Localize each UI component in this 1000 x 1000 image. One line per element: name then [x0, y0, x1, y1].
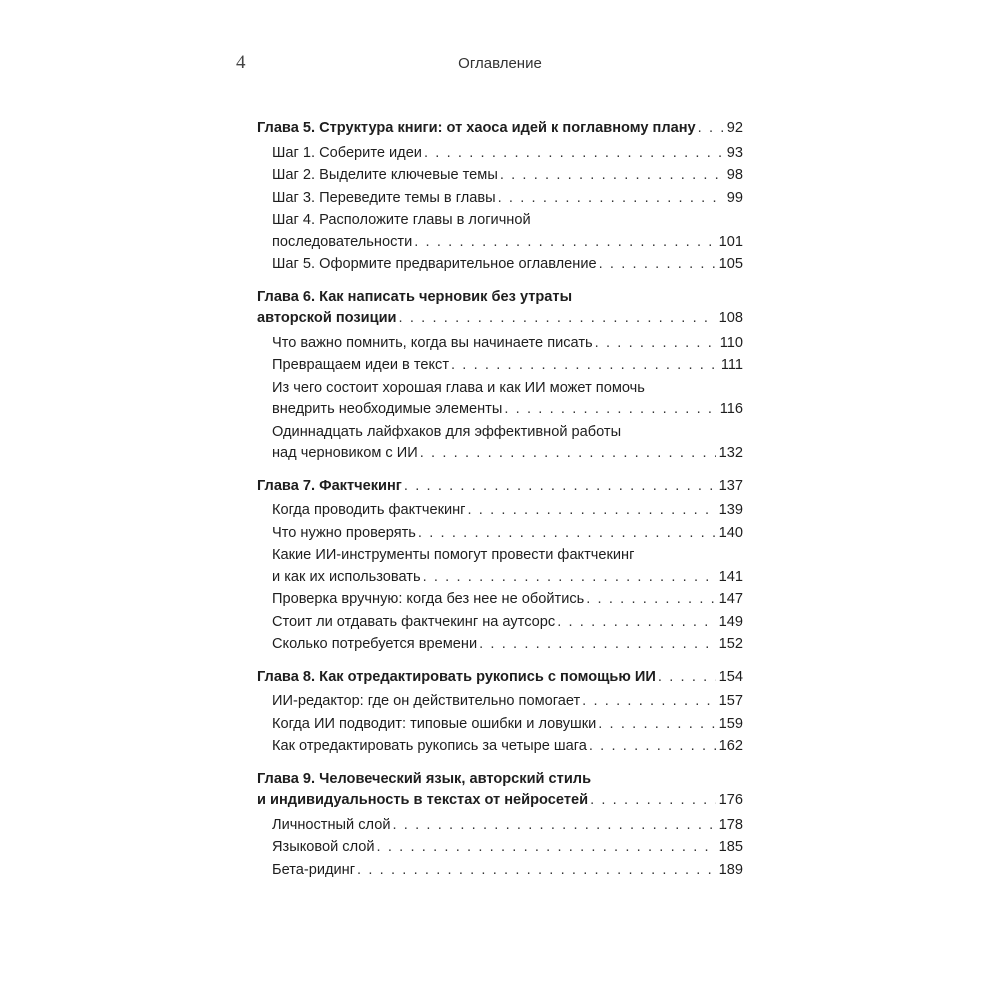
entry-line [272, 691, 743, 713]
entry-page-number: 149 [718, 613, 743, 630]
section-entry [257, 736, 743, 758]
entry-page-number: 99 [726, 189, 743, 206]
dot-leader [357, 860, 716, 882]
dot-leader [424, 143, 724, 165]
toc-chapter [257, 667, 743, 758]
entry-line [272, 523, 743, 545]
entry-title: Что нужно проверять [272, 524, 416, 541]
section-entry [257, 634, 743, 656]
dot-leader [557, 612, 715, 634]
entry-page-number: 101 [718, 233, 743, 250]
entry-page-number: 139 [718, 502, 743, 518]
dot-leader [658, 667, 716, 689]
entry-line [257, 476, 743, 498]
entry-line [272, 736, 743, 758]
entry-title: Глава 8. Как отредактировать рукопись с помощью ИИ [257, 668, 656, 685]
entry-title: авторской позиции [257, 310, 397, 326]
entry-line [257, 790, 743, 812]
entry-line [272, 355, 743, 377]
entry-title: Стоит ли отдавать фактчекинг на аутсорс [272, 613, 556, 630]
section-entry [257, 612, 743, 634]
section-entry [257, 355, 743, 377]
entry-page-number: 176 [718, 792, 743, 808]
section-entry [257, 254, 743, 276]
entry-line [272, 589, 743, 611]
entry-title: внедрить необходимые элементы [272, 401, 503, 417]
chapter-heading [257, 667, 743, 689]
page-number: 4 [236, 52, 246, 73]
entry-line [272, 165, 743, 187]
dot-leader [590, 790, 716, 812]
dot-leader [586, 589, 715, 611]
table-of-contents [257, 118, 743, 892]
entry-title: Глава 7. Фактчекинг [257, 477, 402, 494]
dot-leader [404, 476, 716, 498]
dot-leader [504, 399, 716, 421]
toc-chapter [257, 287, 743, 465]
dot-leader [393, 815, 716, 837]
entry-title: ИИ-редактор: где он действительно помогает [272, 693, 581, 709]
entry-title-line: Шаг 4. Расположите главы в логичной [272, 212, 531, 228]
dot-leader [498, 188, 724, 210]
section-entry [257, 589, 743, 611]
section-entry [257, 210, 743, 253]
entry-title: над черновиком с ИИ [272, 445, 418, 461]
entry-title: Что важно помнить, когда вы начинаете писать [272, 334, 593, 351]
entry-title: Шаг 5. Оформите предварительное оглавление [272, 256, 597, 272]
entry-page-number: 159 [718, 715, 743, 732]
entry-line [272, 254, 743, 276]
entry-page-number: 116 [719, 401, 743, 417]
section-entry [257, 523, 743, 545]
entry-page-number: 93 [726, 144, 743, 161]
entry-title: Шаг 3. Переведите темы в главы [272, 189, 496, 206]
entry-title: Когда проводить фактчекинг [272, 502, 466, 518]
section-entry [257, 188, 743, 210]
section-entry [257, 691, 743, 713]
entry-line [272, 837, 743, 859]
dot-leader [451, 355, 718, 377]
entry-page-number: 137 [718, 477, 743, 494]
entry-page-number: 154 [718, 668, 743, 685]
entry-page-number: 132 [718, 445, 743, 461]
entry-page-number: 92 [726, 120, 743, 136]
entry-line [257, 118, 743, 140]
entry-line [272, 714, 743, 736]
entry-page-number: 111 [720, 357, 743, 373]
entry-line [272, 143, 743, 165]
entry-line [272, 188, 743, 210]
entry-title: Когда ИИ подводит: типовые ошибки и ловушки [272, 715, 597, 732]
entry-title: и как их использовать [272, 568, 421, 585]
chapter-heading [257, 476, 743, 498]
dot-leader [698, 118, 724, 140]
entry-page-number: 140 [718, 524, 743, 541]
entry-page-number: 105 [718, 256, 743, 272]
entry-page-number: 141 [718, 568, 743, 585]
dot-leader [500, 165, 724, 187]
entry-title-line: Глава 9. Человеческий язык, авторский стиль [257, 770, 592, 787]
entry-page-number: 162 [718, 738, 743, 754]
toc-chapter [257, 769, 743, 882]
entry-line [272, 612, 743, 634]
entry-title: Проверка вручную: когда без нее не обойтись [272, 591, 585, 607]
entry-title: и индивидуальность в текстах от нейросетей [257, 792, 589, 808]
chapter-heading [257, 118, 743, 140]
chapter-heading [257, 769, 743, 812]
dot-leader [468, 500, 716, 522]
dot-leader [377, 837, 716, 859]
entry-title-line: Какие ИИ-инструменты помогут провести фактчекинг [272, 547, 635, 563]
toc-chapter [257, 476, 743, 656]
entry-line [257, 308, 743, 330]
entry-title: Глава 5. Структура книги: от хаоса идей к поглавному плану [257, 120, 696, 136]
dot-leader [414, 232, 715, 254]
entry-line [272, 399, 743, 421]
toc-chapter [257, 118, 743, 276]
entry-line [272, 815, 743, 837]
dot-leader [599, 254, 716, 276]
entry-title: Личностный слой [272, 816, 391, 833]
entry-title: Бета-ридинг [272, 861, 356, 878]
entry-page-number: 98 [726, 167, 743, 183]
entry-line [272, 500, 743, 522]
entry-page-number: 178 [718, 816, 743, 833]
entry-page-number: 108 [718, 310, 743, 326]
entry-page-number: 185 [718, 839, 743, 855]
entry-line [272, 567, 743, 589]
entry-title: Как отредактировать рукопись за четыре шага [272, 738, 587, 754]
section-entry [257, 714, 743, 736]
entry-page-number: 110 [719, 334, 743, 351]
entry-title: Шаг 1. Соберите идеи [272, 144, 422, 161]
entry-page-number: 189 [718, 861, 743, 878]
entry-title: Языковой слой [272, 839, 375, 855]
entry-page-number: 152 [718, 636, 743, 652]
entry-title: Шаг 2. Выделите ключевые темы [272, 167, 498, 183]
dot-leader [399, 308, 716, 330]
section-entry [257, 545, 743, 588]
entry-line [272, 634, 743, 656]
section-entry [257, 378, 743, 421]
entry-title-line: Из чего состоит хорошая глава и как ИИ может помочь [272, 379, 645, 396]
dot-leader [582, 691, 715, 713]
entry-title: Превращаем идеи в текст [272, 357, 449, 373]
dot-leader [418, 523, 716, 545]
section-entry [257, 860, 743, 882]
entry-page-number: 147 [718, 591, 743, 607]
entry-title: последовательности [272, 233, 413, 250]
entry-line [272, 333, 743, 355]
entry-title-line: Глава 6. Как написать черновик без утраты [257, 288, 573, 305]
section-entry [257, 815, 743, 837]
section-entry [257, 837, 743, 859]
entry-title-line: Одиннадцать лайфхаков для эффективной работы [272, 423, 622, 440]
running-head: Оглавление [458, 55, 542, 72]
section-entry [257, 422, 743, 465]
dot-leader [598, 714, 715, 736]
chapter-heading [257, 287, 743, 330]
section-entry [257, 333, 743, 355]
entry-page-number: 157 [718, 693, 743, 709]
entry-line [257, 667, 743, 689]
dot-leader [423, 567, 716, 589]
section-entry [257, 143, 743, 165]
dot-leader [420, 443, 716, 465]
section-entry [257, 165, 743, 187]
entry-title: Сколько потребуется времени [272, 636, 478, 652]
entry-line [272, 443, 743, 465]
dot-leader [479, 634, 716, 656]
entry-line [272, 232, 743, 254]
dot-leader [595, 333, 717, 355]
section-entry [257, 500, 743, 522]
dot-leader [589, 736, 716, 758]
entry-line [272, 860, 743, 882]
